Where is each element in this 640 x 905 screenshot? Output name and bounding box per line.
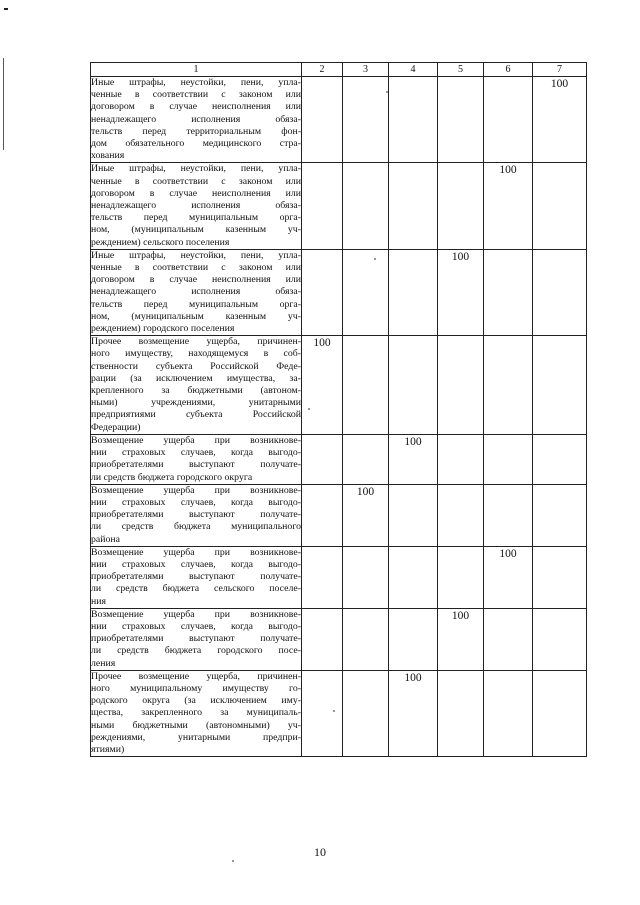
description-line: Прочее возмещение ущерба, причинен- xyxy=(91,336,301,348)
description-line: ли средств бюджета сельского поселе- xyxy=(91,583,301,595)
column-header: 4 xyxy=(389,63,438,77)
value-cell-col-6 xyxy=(484,249,533,335)
margin-line xyxy=(3,58,4,150)
description-line: щества, закрепленного за муниципаль- xyxy=(91,707,301,719)
description-line: договором в случае неисполнения или xyxy=(91,187,301,199)
value-cell-col-6: 100 xyxy=(484,163,533,249)
value-cell-col-7 xyxy=(533,163,587,249)
column-header: 5 xyxy=(438,63,484,77)
row-description xyxy=(91,608,302,670)
description-line: ченные в соответствии с законом или xyxy=(91,89,301,101)
value-cell-col-4 xyxy=(389,484,438,546)
value-cell-col-5: 100 xyxy=(438,249,484,335)
description-line: реждением) городского поселения xyxy=(91,323,235,335)
description-line: ном, (муниципальным казенным уч- xyxy=(91,310,301,322)
value-cell-col-3 xyxy=(343,434,389,484)
value-cell-col-6 xyxy=(484,670,533,756)
description-line: Возмещение ущерба при возникнове- xyxy=(91,546,301,558)
value-cell-col-4 xyxy=(389,249,438,335)
page-number: 10 xyxy=(314,845,326,859)
value-cell-col-6 xyxy=(484,608,533,670)
scan-speck xyxy=(386,91,388,93)
value-cell-col-3 xyxy=(343,608,389,670)
column-header: 7 xyxy=(533,63,587,77)
description-line: дом обязательного медицинского стра- xyxy=(91,138,301,150)
value-cell-col-5 xyxy=(438,546,484,608)
description-line: предприятиями субъекта Российской xyxy=(91,409,301,421)
description-line: ном, (муниципальным казенным уч- xyxy=(91,224,301,236)
description-line: Федерации) xyxy=(91,421,141,433)
scan-speck xyxy=(308,408,310,410)
description-line: ными) учреждениями, унитарными xyxy=(91,397,301,409)
description-line: ления xyxy=(91,657,116,669)
value-cell-col-3 xyxy=(343,77,389,163)
value-cell-col-5 xyxy=(438,670,484,756)
table-row xyxy=(91,484,587,546)
value-cell-col-4: 100 xyxy=(389,670,438,756)
header-row xyxy=(91,63,587,77)
scan-speck xyxy=(232,860,234,862)
description-line: ственности субъекта Российской Феде- xyxy=(91,360,301,372)
description-line: тельств перед муниципальным орга- xyxy=(91,298,301,310)
value-cell-col-5 xyxy=(438,484,484,546)
description-line: реждением) сельского поселения xyxy=(91,236,230,248)
description-line: ненадлежащего исполнения обяза- xyxy=(91,286,301,298)
value-cell-col-3 xyxy=(343,546,389,608)
description-line: хования xyxy=(91,150,125,162)
table-row xyxy=(91,77,587,163)
column-header: 6 xyxy=(484,63,533,77)
value-cell-col-7 xyxy=(533,670,587,756)
table-row xyxy=(91,608,587,670)
value-cell-col-4 xyxy=(389,163,438,249)
row-description xyxy=(91,163,302,249)
row-description xyxy=(91,484,302,546)
value-cell-col-7 xyxy=(533,484,587,546)
description-line: ли средств бюджета городского посе- xyxy=(91,645,301,657)
column-header: 1 xyxy=(91,63,302,77)
description-line: приобретателями выступают получате- xyxy=(91,571,301,583)
description-line: ными бюджетными (автономными) уч- xyxy=(91,719,301,731)
description-line: рации (за исключением имущества, за- xyxy=(91,372,301,384)
description-line: договором в случае неисполнения или xyxy=(91,274,301,286)
description-line: крепленного за бюджетными (автоном- xyxy=(91,385,301,397)
value-cell-col-7 xyxy=(533,546,587,608)
description-line: ли средств бюджета городского округа xyxy=(91,471,253,483)
value-cell-col-6 xyxy=(484,484,533,546)
description-line: ного муниципальному имуществу го- xyxy=(91,682,301,694)
value-cell-col-2 xyxy=(302,249,343,335)
value-cell-col-3 xyxy=(343,336,389,435)
value-cell-col-4 xyxy=(389,608,438,670)
value-cell-col-2: 100 xyxy=(302,336,343,435)
description-line: приобретателями выступают получате- xyxy=(91,509,301,521)
description-line: приобретателями выступают получате- xyxy=(91,459,301,471)
description-line: ния xyxy=(91,595,106,607)
value-cell-col-5 xyxy=(438,77,484,163)
value-cell-col-5 xyxy=(438,434,484,484)
table-row xyxy=(91,249,587,335)
value-cell-col-2 xyxy=(302,546,343,608)
description-line: ненадлежащего исполнения обяза- xyxy=(91,200,301,212)
description-line: Возмещение ущерба при возникнове- xyxy=(91,608,301,620)
column-header: 3 xyxy=(343,63,389,77)
value-cell-col-7 xyxy=(533,249,587,335)
table-row xyxy=(91,670,587,756)
description-line: Иные штрафы, неустойки, пени, упла- xyxy=(91,249,301,261)
row-description xyxy=(91,77,302,163)
description-line: района xyxy=(91,533,120,545)
value-cell-col-2 xyxy=(302,670,343,756)
value-cell-col-4 xyxy=(389,336,438,435)
description-line: Возмещение ущерба при возникнове- xyxy=(91,434,301,446)
description-line: реждениями, унитарными предпри- xyxy=(91,731,301,743)
row-description xyxy=(91,434,302,484)
description-line: ченные в соответствии с законом или xyxy=(91,262,301,274)
value-cell-col-3: 100 xyxy=(343,484,389,546)
value-cell-col-6 xyxy=(484,336,533,435)
description-line: приобретателями выступают получате- xyxy=(91,633,301,645)
row-description xyxy=(91,670,302,756)
description-line: ятиями) xyxy=(91,743,125,755)
description-line: нии страховых случаев, когда выгодо- xyxy=(91,496,301,508)
description-line: тельств перед территориальным фон- xyxy=(91,125,301,137)
value-cell-col-6 xyxy=(484,434,533,484)
value-cell-col-2 xyxy=(302,77,343,163)
value-cell-col-2 xyxy=(302,608,343,670)
description-line: Иные штрафы, неустойки, пени, упла- xyxy=(91,163,301,175)
value-cell-col-2 xyxy=(302,484,343,546)
table-row xyxy=(91,336,587,435)
description-line: договором в случае неисполнения или xyxy=(91,101,301,113)
table-row xyxy=(91,434,587,484)
description-line: тельств перед муниципальным орга- xyxy=(91,212,301,224)
value-cell-col-4: 100 xyxy=(389,434,438,484)
value-cell-col-3 xyxy=(343,670,389,756)
row-description xyxy=(91,546,302,608)
description-line: ного имуществу, находящемуся в соб- xyxy=(91,348,301,360)
value-cell-col-6: 100 xyxy=(484,546,533,608)
value-cell-col-5 xyxy=(438,163,484,249)
value-cell-col-3 xyxy=(343,163,389,249)
description-line: нии страховых случаев, когда выгодо- xyxy=(91,447,301,459)
description-line: Прочее возмещение ущерба, причинен- xyxy=(91,670,301,682)
description-line: нии страховых случаев, когда выгодо- xyxy=(91,558,301,570)
description-line: Возмещение ущерба при возникнове- xyxy=(91,484,301,496)
value-cell-col-7: 100 xyxy=(533,77,587,163)
value-cell-col-2 xyxy=(302,163,343,249)
value-cell-col-7 xyxy=(533,336,587,435)
value-cell-col-2 xyxy=(302,434,343,484)
value-cell-col-4 xyxy=(389,77,438,163)
description-line: ченные в соответствии с законом или xyxy=(91,175,301,187)
value-cell-col-4 xyxy=(389,546,438,608)
column-header: 2 xyxy=(302,63,343,77)
value-cell-col-6 xyxy=(484,77,533,163)
table-row xyxy=(91,546,587,608)
value-cell-col-5: 100 xyxy=(438,608,484,670)
description-line: Иные штрафы, неустойки, пени, упла- xyxy=(91,77,301,88)
budget-table xyxy=(90,62,587,757)
value-cell-col-7 xyxy=(533,608,587,670)
row-description xyxy=(91,249,302,335)
table-row xyxy=(91,163,587,249)
scan-speck xyxy=(374,258,376,260)
margin-mark xyxy=(4,8,8,10)
table-body xyxy=(91,77,587,757)
description-line: ненадлежащего исполнения обяза- xyxy=(91,113,301,125)
description-line: нии страховых случаев, когда выгодо- xyxy=(91,620,301,632)
row-description xyxy=(91,336,302,435)
value-cell-col-7 xyxy=(533,434,587,484)
value-cell-col-5 xyxy=(438,336,484,435)
scan-speck xyxy=(333,710,335,712)
description-line: родского округа (за исключением иму- xyxy=(91,695,301,707)
value-cell-col-3 xyxy=(343,249,389,335)
description-line: ли средств бюджета муниципального xyxy=(91,521,301,533)
